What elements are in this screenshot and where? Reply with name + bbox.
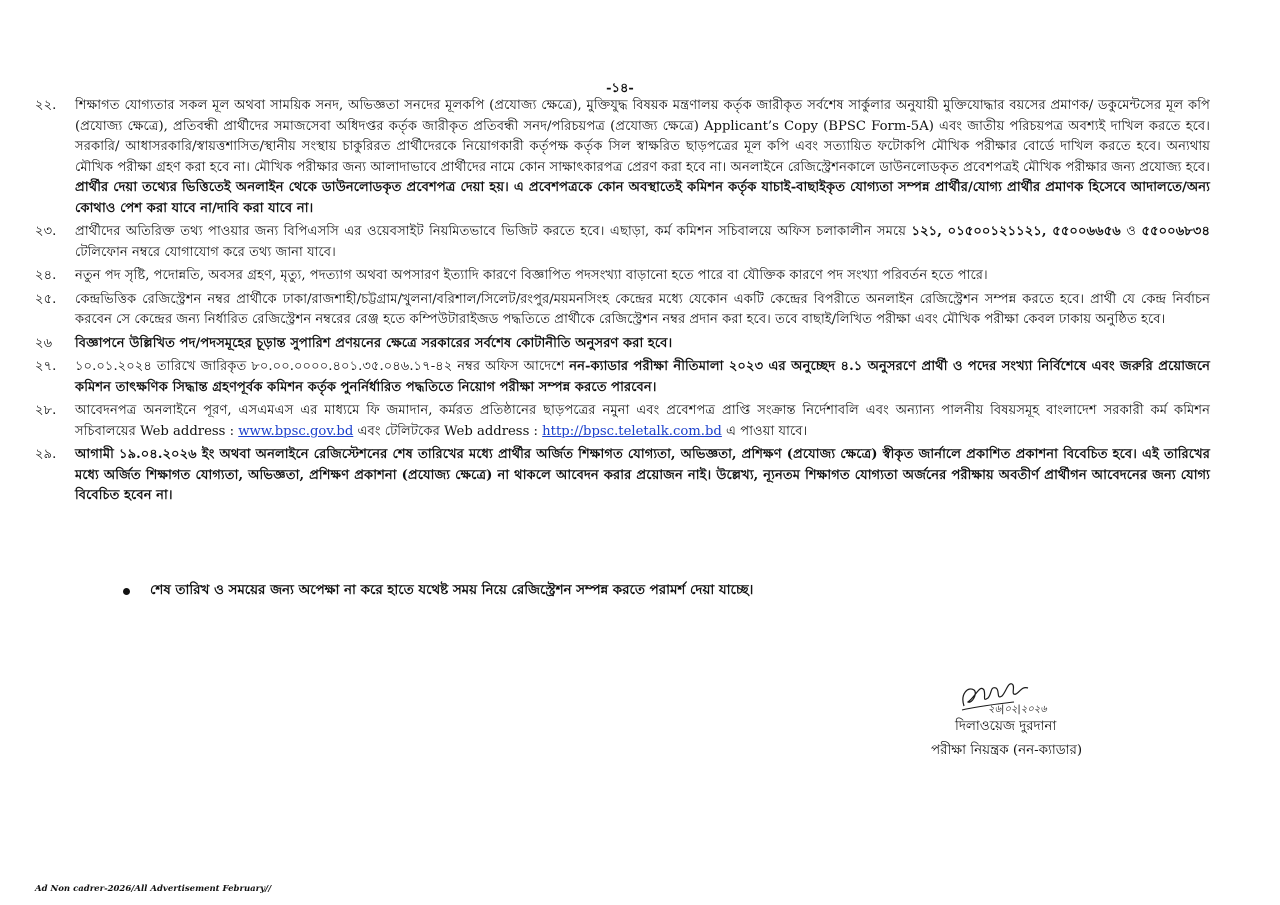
- web-link[interactable]: www.bpsc.gov.bd: [238, 423, 354, 439]
- item-number: ২২.: [35, 98, 57, 113]
- text-segment: এ পাওয়া যাবে।: [721, 423, 808, 439]
- item-number: ২৩.: [35, 224, 57, 239]
- item-text: [75, 290, 1210, 331]
- bullet-dot-icon: [123, 588, 130, 595]
- item-text: [75, 401, 1210, 442]
- list-item: [35, 357, 1210, 398]
- item-number: ২৬: [35, 335, 53, 351]
- item-number: ২৫.: [35, 291, 57, 307]
- item-number: ২৯.: [35, 447, 57, 462]
- list-item: [35, 401, 1210, 442]
- item-text: [75, 266, 1210, 287]
- text-segment: আবেদনপত্র অনলাইনে পূরণ, এসএমএস এর মাধ্যমে ফি জমাদান, কর্মরত প্রতিষ্ঠানের ছাড়পত্রের নমুনা এবং প্রবেশপত্র প্রাপ্তি সংক্রান্ত নির্দেশাবলি এবং অন্যান্য পালনীয় বিষয়সমূহ বাংলাদেশ সরকারী কর্ম কমিশন সচিবালয়ের Web address :: [75, 403, 1210, 439]
- list-item: [35, 334, 1210, 355]
- bold-text: ৫৫০০৬৮৩৪: [1141, 224, 1210, 239]
- text-segment: কেন্দ্রভিত্তিক রেজিস্ট্রেশন নম্বর প্রার্থীকে ঢাকা/রাজশাহী/চট্টগ্রাম/খুলনা/বরিশাল/সিলেট/রংপুর/ময়মনসিংহ কেন্দ্রের মধ্যে যেকোন একটি কেন্দ্রের বিপরীতে অনলাইন রেজিস্ট্রেশন সম্পন্ন করতে হবে। প্রার্থী যে কেন্দ্র নির্বাচন করবেন সে কেন্দ্রের জন্য নির্ধারিত রেজিস্ট্রেশন নম্বরের রেঞ্জ হতে কম্পিউটারাইজড পদ্ধতিতে প্রার্থীকে রেজিস্ট্রেশন নম্বর প্রদান করা হবে। তবে বাছাই/লিখিত পরীক্ষা এবং মৌখিক পরীক্ষা কেবল ঢাকায় অনুষ্ঠিত হবে।: [75, 291, 1210, 327]
- advice-bullet: [123, 580, 753, 602]
- bold-text: নন-ক্যাডার পরীক্ষা নীতিমালা ২০২৩ এর অনুচ্ছেদ ৪.১ অনুসরণে প্রার্থী ও পদের সংখ্যা নির্বিশেষে এবং জরুরি প্রয়োজনে কমিশন তাৎক্ষণিক সিদ্ধান্ত গ্রহণপূর্বক কমিশন কর্তৃক পুনর্নির্ধারিত পদ্ধতিতে নিয়োগ পরীক্ষা সম্পন্ন করতে পারবেন।: [75, 359, 1211, 395]
- list-item: [35, 266, 1210, 287]
- signatory-title: পরীক্ষা নিয়ন্ত্রক (নন-ক্যাডার): [931, 743, 1083, 758]
- item-text: [75, 445, 1210, 507]
- handwritten-signature: [958, 676, 1048, 720]
- bold-text: বিজ্ঞাপনে উল্লিখিত পদ/পদসমূহের চূড়ান্ত সুপারিশ প্রণয়নের ক্ষেত্রে সরকারের সর্বশেষ কোটানীতি অনুসরণ করা হবে।: [75, 335, 673, 351]
- list-item: [35, 222, 1210, 263]
- bold-text: আগামী ১৯.০৪.২০২৬ ইং অথবা অনলাইনে রেজিস্টেশনের শেষ তারিখের মধ্যে প্রার্থীর অর্জিত শিক্ষাগত যোগ্যতা, অভিজ্ঞতা, প্রশিক্ষণ (প্রযোজ্য ক্ষেত্রে) স্বীকৃত জার্নালে প্রকাশিত প্রকাশনা বিবেচিত হবে। এই তারিখের মধ্যে অর্জিত শিক্ষাগত যোগ্যতা, অভিজ্ঞতা, প্রশিক্ষণ প্রকাশনা (প্রযোজ্য ক্ষেত্রে) না থাকলে আবেদন করার প্রয়োজন নাই। উল্লেখ্য, ন্যূনতম শিক্ষাগত যোগ্যতা অর্জনের পরীক্ষায় অবতীর্ণ প্রার্থীগন আবেদনের জন্য যোগ্য বিবেচিত হবেন না।: [75, 447, 1210, 503]
- list-item: [35, 445, 1210, 507]
- text-segment: এবং টেলিটকের Web address :: [353, 423, 543, 439]
- signature-date: ২৬|০২|২০২৬: [988, 704, 1047, 715]
- text-segment: ১০.০১.২০২৪ তারিখে জারিকৃত ৮০.০০.০০০০.৪০১.৩৫.০৪৬.১৭-৪২ নম্বর অফিস আদেশে: [75, 359, 570, 374]
- page-number: -১৪-: [606, 81, 634, 96]
- web-link[interactable]: http://bpsc.teletalk.com.bd: [542, 423, 722, 439]
- item-text: [75, 334, 1210, 355]
- bold-text: প্রার্থীর দেয়া তথ্যের ভিত্তিতেই অনলাইন থেকে ডাউনলোডকৃত প্রবেশপত্র দেয়া হয়। এ প্রবেশপত্রকে কোন অবস্থাতেই কমিশন কর্তৃক যাচাই-বাছাইকৃত যোগ্যতা সম্পন্ন প্রার্থীর/যোগ্য প্রার্থীর প্রমাণক হিসেবে আদালতে/অন্য কোথাও পেশ করা যাবে না/দাবি করা যাবে না।: [75, 180, 1210, 216]
- item-text: [75, 222, 1210, 263]
- text-segment: নতুন পদ সৃষ্টি, পদোন্নতি, অবসর গ্রহণ, মৃত্যু, পদত্যাগ অথবা অপসারণ ইত্যাদি কারণে বিজ্ঞাপিত পদসংখ্যা বাড়ানো হতে পারে বা যৌক্তিক কারণে পদ সংখ্যা পরিবর্তন হতে পারে।: [75, 268, 988, 283]
- list-item: [35, 96, 1210, 219]
- instruction-list: [35, 96, 1210, 510]
- text-segment: ও: [1120, 224, 1142, 239]
- advice-text: শেষ তারিখ ও সময়ের জন্য অপেক্ষা না করে হাতে যথেষ্ট সময় নিয়ে রেজিস্ট্রেশন সম্পন্ন করতে পরামর্শ দেয়া যাচ্ছে।: [150, 582, 754, 598]
- item-text: [75, 357, 1210, 398]
- signatory-name: দিলাওয়েজ দুরদানা: [955, 719, 1057, 734]
- list-item: [35, 290, 1210, 331]
- bold-text: ১২১, ০১৫০০১২১১২১, ৫৫০০৬৬৫৬: [911, 224, 1121, 239]
- item-number: ২৭.: [35, 359, 57, 374]
- text-segment: টেলিফোন নম্বরে যোগাযোগ করে তথ্য জানা যাবে।: [75, 244, 336, 260]
- text-segment: শিক্ষাগত যোগ্যতার সকল মূল অথবা সাময়িক সনদ, অভিজ্ঞতা সনদের মূলকপি (প্রযোজ্য ক্ষেত্রে), মুক্তিযুদ্ধ বিষয়ক মন্ত্রণালয় কর্তৃক জারীকৃত সর্বশেষ সার্কুলার অনুযায়ী মুক্তিযোদ্ধার বয়সের প্রমাণক/ ডকুমেন্টসের মূল কপি (প্রযোজ্য ক্ষেত্রে), প্রতিবন্ধী প্রার্থীদের সমাজসেবা অধিদপ্তর কর্তৃক জারীকৃত প্রতিবন্ধী সনদ/পরিচয়পত্র (প্রযোজ্য ক্ষেত্রে) Applicant’s Copy (BPSC Form-5A) এবং জাতীয় পরিচয়পত্র অবশ্যই দাখিল করতে হবে। সরকারি/ আধাসরকারি/স্বায়ত্তশাসিত/স্থানীয় সংস্থায় চাকুরিরত প্রার্থীদেরকে নিয়োগকারী কর্তৃপক্ষ কর্তৃক সিল স্বাক্ষরিত ছাড়পত্রের মূল কপি এবং সত্যায়িত ফটোকপি মৌখিক পরীক্ষার বোর্ডে দাখিল করতে হবে। অন্যথায় মৌখিক পরীক্ষা গ্রহণ করা হবে না। মৌখিক পরীক্ষার জন্য আলাদাভাবে প্রার্থীদের নামে কোন সাক্ষাৎকারপত্র প্রেরণ করা হবে না। অনলাইনে রেজিস্ট্রেশনকালে ডাউনলোডকৃত প্রবেশপত্রই মৌখিক পরীক্ষার জন্য প্রযোজ্য হবে।: [75, 98, 1210, 175]
- item-number: ২৮.: [35, 403, 57, 418]
- item-number: ২৪.: [35, 268, 57, 283]
- footer-reference: Ad Non cadrer-2026/All Advertisement February//: [35, 884, 272, 894]
- text-segment: প্রার্থীদের অতিরিক্ত তথ্য পাওয়ার জন্য বিপিএসসি এর ওয়েবসাইট নিয়মিতভাবে ভিজিট করতে হবে। এছাড়া, কর্ম কমিশন সচিবালয়ে অফিস চলাকালীন সময়ে: [75, 224, 912, 239]
- item-text: [75, 96, 1210, 219]
